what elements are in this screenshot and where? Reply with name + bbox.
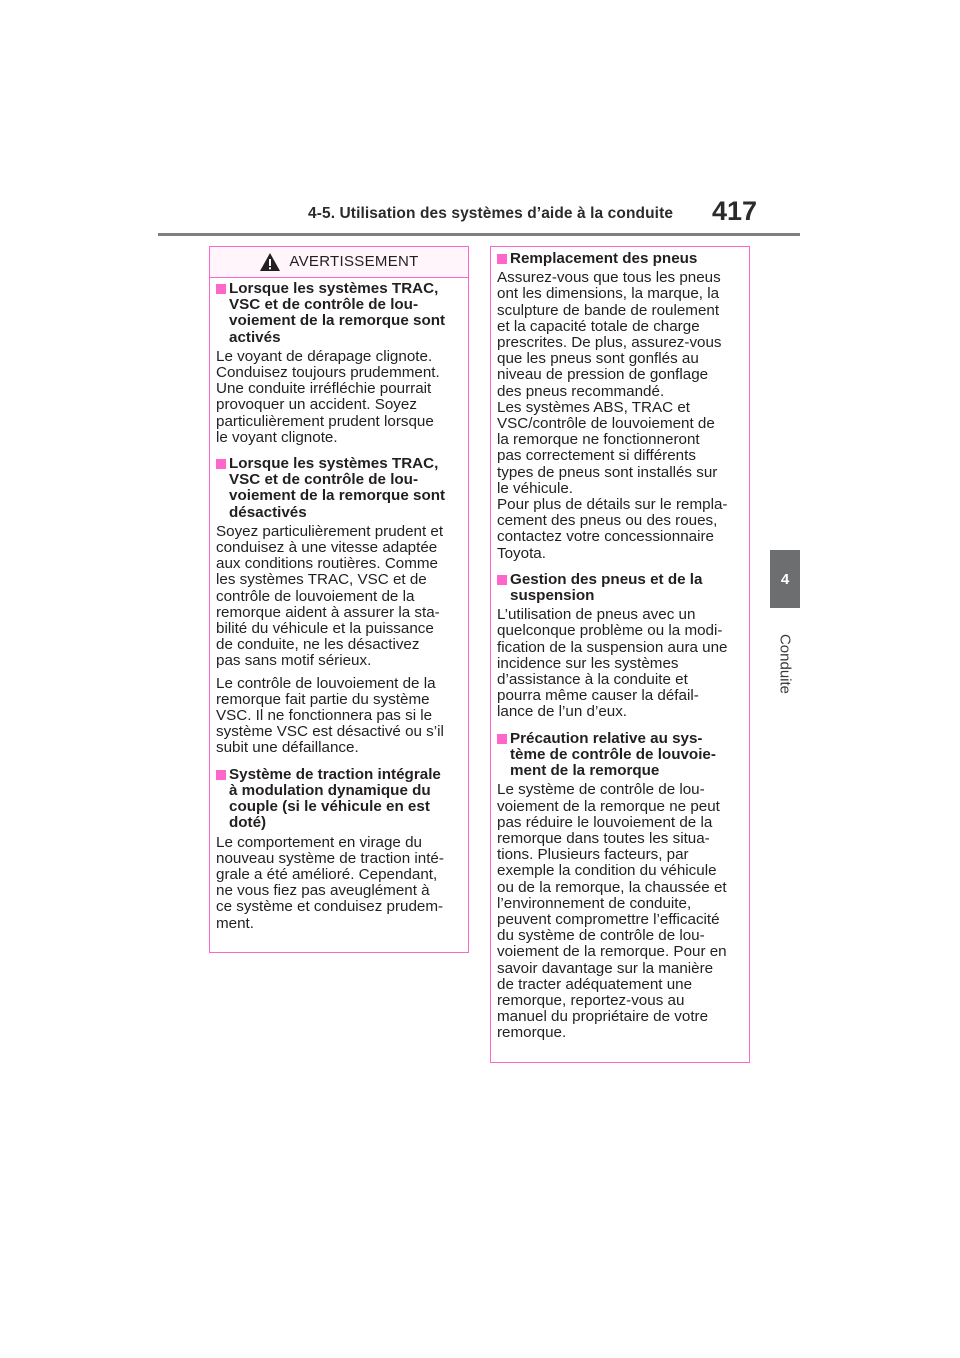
warning-triangle-icon (259, 252, 281, 272)
square-bullet-icon (497, 575, 507, 585)
warning-section (216, 456, 462, 757)
warning-header (210, 247, 468, 278)
square-bullet-icon (216, 770, 226, 780)
square-bullet-icon (497, 254, 507, 264)
body-text: Le système de contrôle de lou- voiement de la remorque ne peut pas réduire le louvoiement de la remorque dans toutes les situa- tions. Plusieurs facteurs, par exemple la condition du véhicule ou de la remorque, la chaussée et l’environnement de conduite, peuvent compromettre l’efficacité du système de contrôle de lou- voiement de la remorque. Pour en savoir davantage sur la manière de tracter adéquatement une remorque, reportez-vous au manuel du propriétaire de votre remorque. (497, 781, 727, 1042)
square-bullet-icon (216, 284, 226, 294)
warning-section (497, 731, 743, 1042)
warning-section (216, 767, 462, 932)
section-heading: Lorsque les systèmes TRAC, VSC et de contrôle de lou- voiement de la remorque sont désactivés (229, 455, 446, 521)
chapter-tab[interactable] (770, 550, 800, 608)
section-heading: Système de traction intégrale à modulation dynamique du couple (si le véhicule en est doté) (229, 765, 441, 832)
continued-warning-box (490, 246, 750, 1063)
body-text: Le voyant de dérapage clignote. Conduisez toujours prudemment. Une conduite irréfléchie pourrait provoquer un accident. Soyez particulièrement prudent lorsque le voyant clignote. (216, 347, 440, 446)
square-bullet-icon (216, 459, 226, 469)
body-text: Soyez particulièrement prudent et conduisez à une vitesse adaptée aux conditions routières. Comme les systèmes TRAC, VSC et de contrôle de louvoiement de la remorque aident à assurer la sta- bilité du véhicule et la puissance de conduite, ne les désactivez pas sans motif sérieux. (216, 522, 444, 670)
warning-section (497, 572, 743, 721)
section-heading: Précaution relative au sys- tème de contrôle de louvoie- ment de la remorque (510, 729, 716, 780)
body-text: L’utilisation de pneus avec un quelconque problème ou la modi- fication de la suspension aura une incidence sur les systèmes d’assistance à la conduite et pourra même causer la défail- lance de l’un d’eux. (497, 606, 728, 721)
chapter-number: 4 (780, 570, 790, 588)
body-text: Le contrôle de louvoiement de la remorque fait partie du système VSC. Il ne fonctionnera pas si le système VSC est désactivé ou s’il subit une défaillance. (216, 674, 444, 757)
warning-section (216, 281, 462, 446)
warning-title: AVERTISSEMENT (289, 252, 419, 270)
section-heading: Gestion des pneus et de la suspension (510, 570, 703, 605)
section-title: 4-5. Utilisation des systèmes d’aide à la conduite (308, 205, 674, 222)
body-text: Assurez-vous que tous les pneus ont les dimensions, la marque, la sculpture de bande de roulement et la capacité totale de charge prescrites. De plus, assurez-vous que les pneus sont gonflés au niveau de pression de gonflage des pneus recommandé. Les systèmes ABS, TRAC et VSC/contrôle de louvoiement de la remorque ne fonctionneront pas correctement si différents types de pneus sont installés sur le véhicule. Pour plus de détails sur le rempla- cement des pneus ou des roues, contactez votre concessionnaire Toyota. (497, 269, 728, 562)
section-heading: Lorsque les systèmes TRAC, VSC et de contrôle de lou- voiement de la remorque sont activés (229, 280, 446, 346)
body-text: Le comportement en virage du nouveau système de traction inté- grale a été amélioré. Cependant, ne vous fiez pas aveuglément à ce système et conduisez prudem- ment. (216, 833, 444, 932)
page-number: 417 (712, 196, 758, 226)
warning-section (497, 251, 743, 562)
header-rule (158, 233, 800, 236)
warning-box (209, 246, 469, 953)
section-heading: Remplacement des pneus (510, 250, 698, 267)
square-bullet-icon (497, 734, 507, 744)
chapter-label: Conduite (776, 633, 794, 695)
